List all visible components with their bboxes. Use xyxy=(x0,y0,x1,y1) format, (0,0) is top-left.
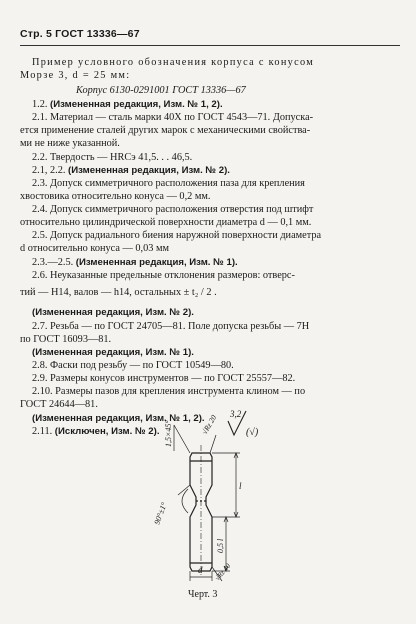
designation: Корпус 6130-0291001 ГОСТ 13336—67 xyxy=(76,85,246,96)
clause-2-1-line-3: ми не ниже указанной. xyxy=(20,138,120,149)
roughness-value: 3,2 xyxy=(230,409,242,419)
page-header: Стр. 5 ГОСТ 13336—67 xyxy=(20,28,140,40)
clause-2-5-line-1: 2.5. Допуск радиального биения наружной поверхности диаметра xyxy=(32,230,322,241)
roughness-leader-top xyxy=(210,435,216,453)
clause-2-3-line-1: 2.3. Допуск симметричного расположения паза для крепления xyxy=(32,178,305,189)
dimension-length xyxy=(212,453,240,517)
clause-number: 2.1, 2.2. xyxy=(32,165,66,176)
dim-rz20-label: √Rz 20 xyxy=(199,413,219,436)
clause-number: 2.3.—2.5. xyxy=(32,257,74,268)
dim-angle-label: 90°±1° xyxy=(152,501,169,526)
clause-2-6-line-2: тий — H14, валов — h14, остальных ± t₂ / 2 . xyxy=(20,287,217,298)
clause-2-5-line-2: d относительно конуса — 0,03 мм xyxy=(20,243,169,254)
clause-2-6-line-1: 2.6. Неуказанные предельные отклонения размеров: отверс- xyxy=(32,270,295,281)
clause-2-4-line-1: 2.4. Допуск симметричного расположения отверстия под штифт xyxy=(32,204,314,215)
clause-2-1-2-2-revision xyxy=(32,164,230,177)
clause-2-9: 2.9. Размеры конусов инструментов — по ГОСТ 25557—82. xyxy=(32,373,296,384)
clause-2-7-line-1: 2.7. Резьба — по ГОСТ 24705—81. Поле допуска резьбы — 7Н xyxy=(32,321,310,332)
clause-2-3-line-2: хвостовика относительно конуса — 0,2 мм. xyxy=(20,191,211,202)
clause-2-1-line-1: 2.1. Материал — сталь марки 40Х по ГОСТ 4543—71. Допуска- xyxy=(32,112,314,123)
revision-note: (Измененная редакция, Изм. № 1). xyxy=(75,257,238,268)
revision-note: (Измененная редакция, Изм. № 1, 2). xyxy=(50,99,223,110)
clause-2-2: 2.2. Твердость — HRCэ 41,5. . . 46,5. xyxy=(32,152,193,163)
clause-2-7-revision: (Измененная редакция, Изм. № 1). xyxy=(32,347,194,358)
revision-note: (Исключен, Изм. № 2). xyxy=(54,426,160,437)
clause-2-4-line-2: относительно цилиндрической поверхности диаметра d — 0,1 мм. xyxy=(20,217,312,228)
clause-2-1-line-2: ется применение сталей других марок с механическими свойства- xyxy=(20,125,311,136)
clause-2-10-line-1: 2.10. Размеры пазов для крепления инструмента клином — по xyxy=(32,386,306,397)
clause-1-2 xyxy=(32,98,223,111)
clause-number: 1.2. xyxy=(32,99,48,110)
clause-2-3-2-5-revision xyxy=(32,256,238,269)
technical-drawing xyxy=(150,405,280,583)
clause-2-11 xyxy=(32,425,160,438)
clause-2-7-line-2: по ГОСТ 16093—81. xyxy=(20,334,112,345)
dim-d-label: d xyxy=(198,565,203,575)
dim-chamfer-label: 1,5×45° xyxy=(164,420,173,447)
dim-l-label: l xyxy=(239,481,242,491)
intro-line-1: Пример условного обозначения корпуса с конусом xyxy=(32,57,315,68)
dim-half-l-label: 0,5 l xyxy=(216,538,225,553)
part-outline xyxy=(190,445,212,577)
dimension-angle xyxy=(178,485,190,513)
clause-number: 2.11. xyxy=(32,426,53,437)
dimension-chamfer xyxy=(174,425,190,453)
clause-2-10-revision: (Измененная редакция, Изм. № 1, 2). xyxy=(32,413,205,424)
roughness-bracket: (√) xyxy=(246,427,259,438)
header-rule xyxy=(20,45,400,46)
roughness-symbol xyxy=(228,409,259,438)
clause-2-10-line-2: ГОСТ 24644—81. xyxy=(20,399,98,410)
intro-line-2: Морзе 3, d = 25 мм: xyxy=(20,70,131,81)
clause-2-6-revision: (Измененная редакция, Изм. № 2). xyxy=(32,307,194,318)
clause-2-8: 2.8. Фаски под резьбу — по ГОСТ 10549—80. xyxy=(32,360,234,371)
figure-caption: Черт. 3 xyxy=(188,589,218,600)
dim-rz40-label: √Rz 40 xyxy=(213,562,233,583)
revision-note: (Измененная редакция, Изм. № 2). xyxy=(68,165,230,176)
